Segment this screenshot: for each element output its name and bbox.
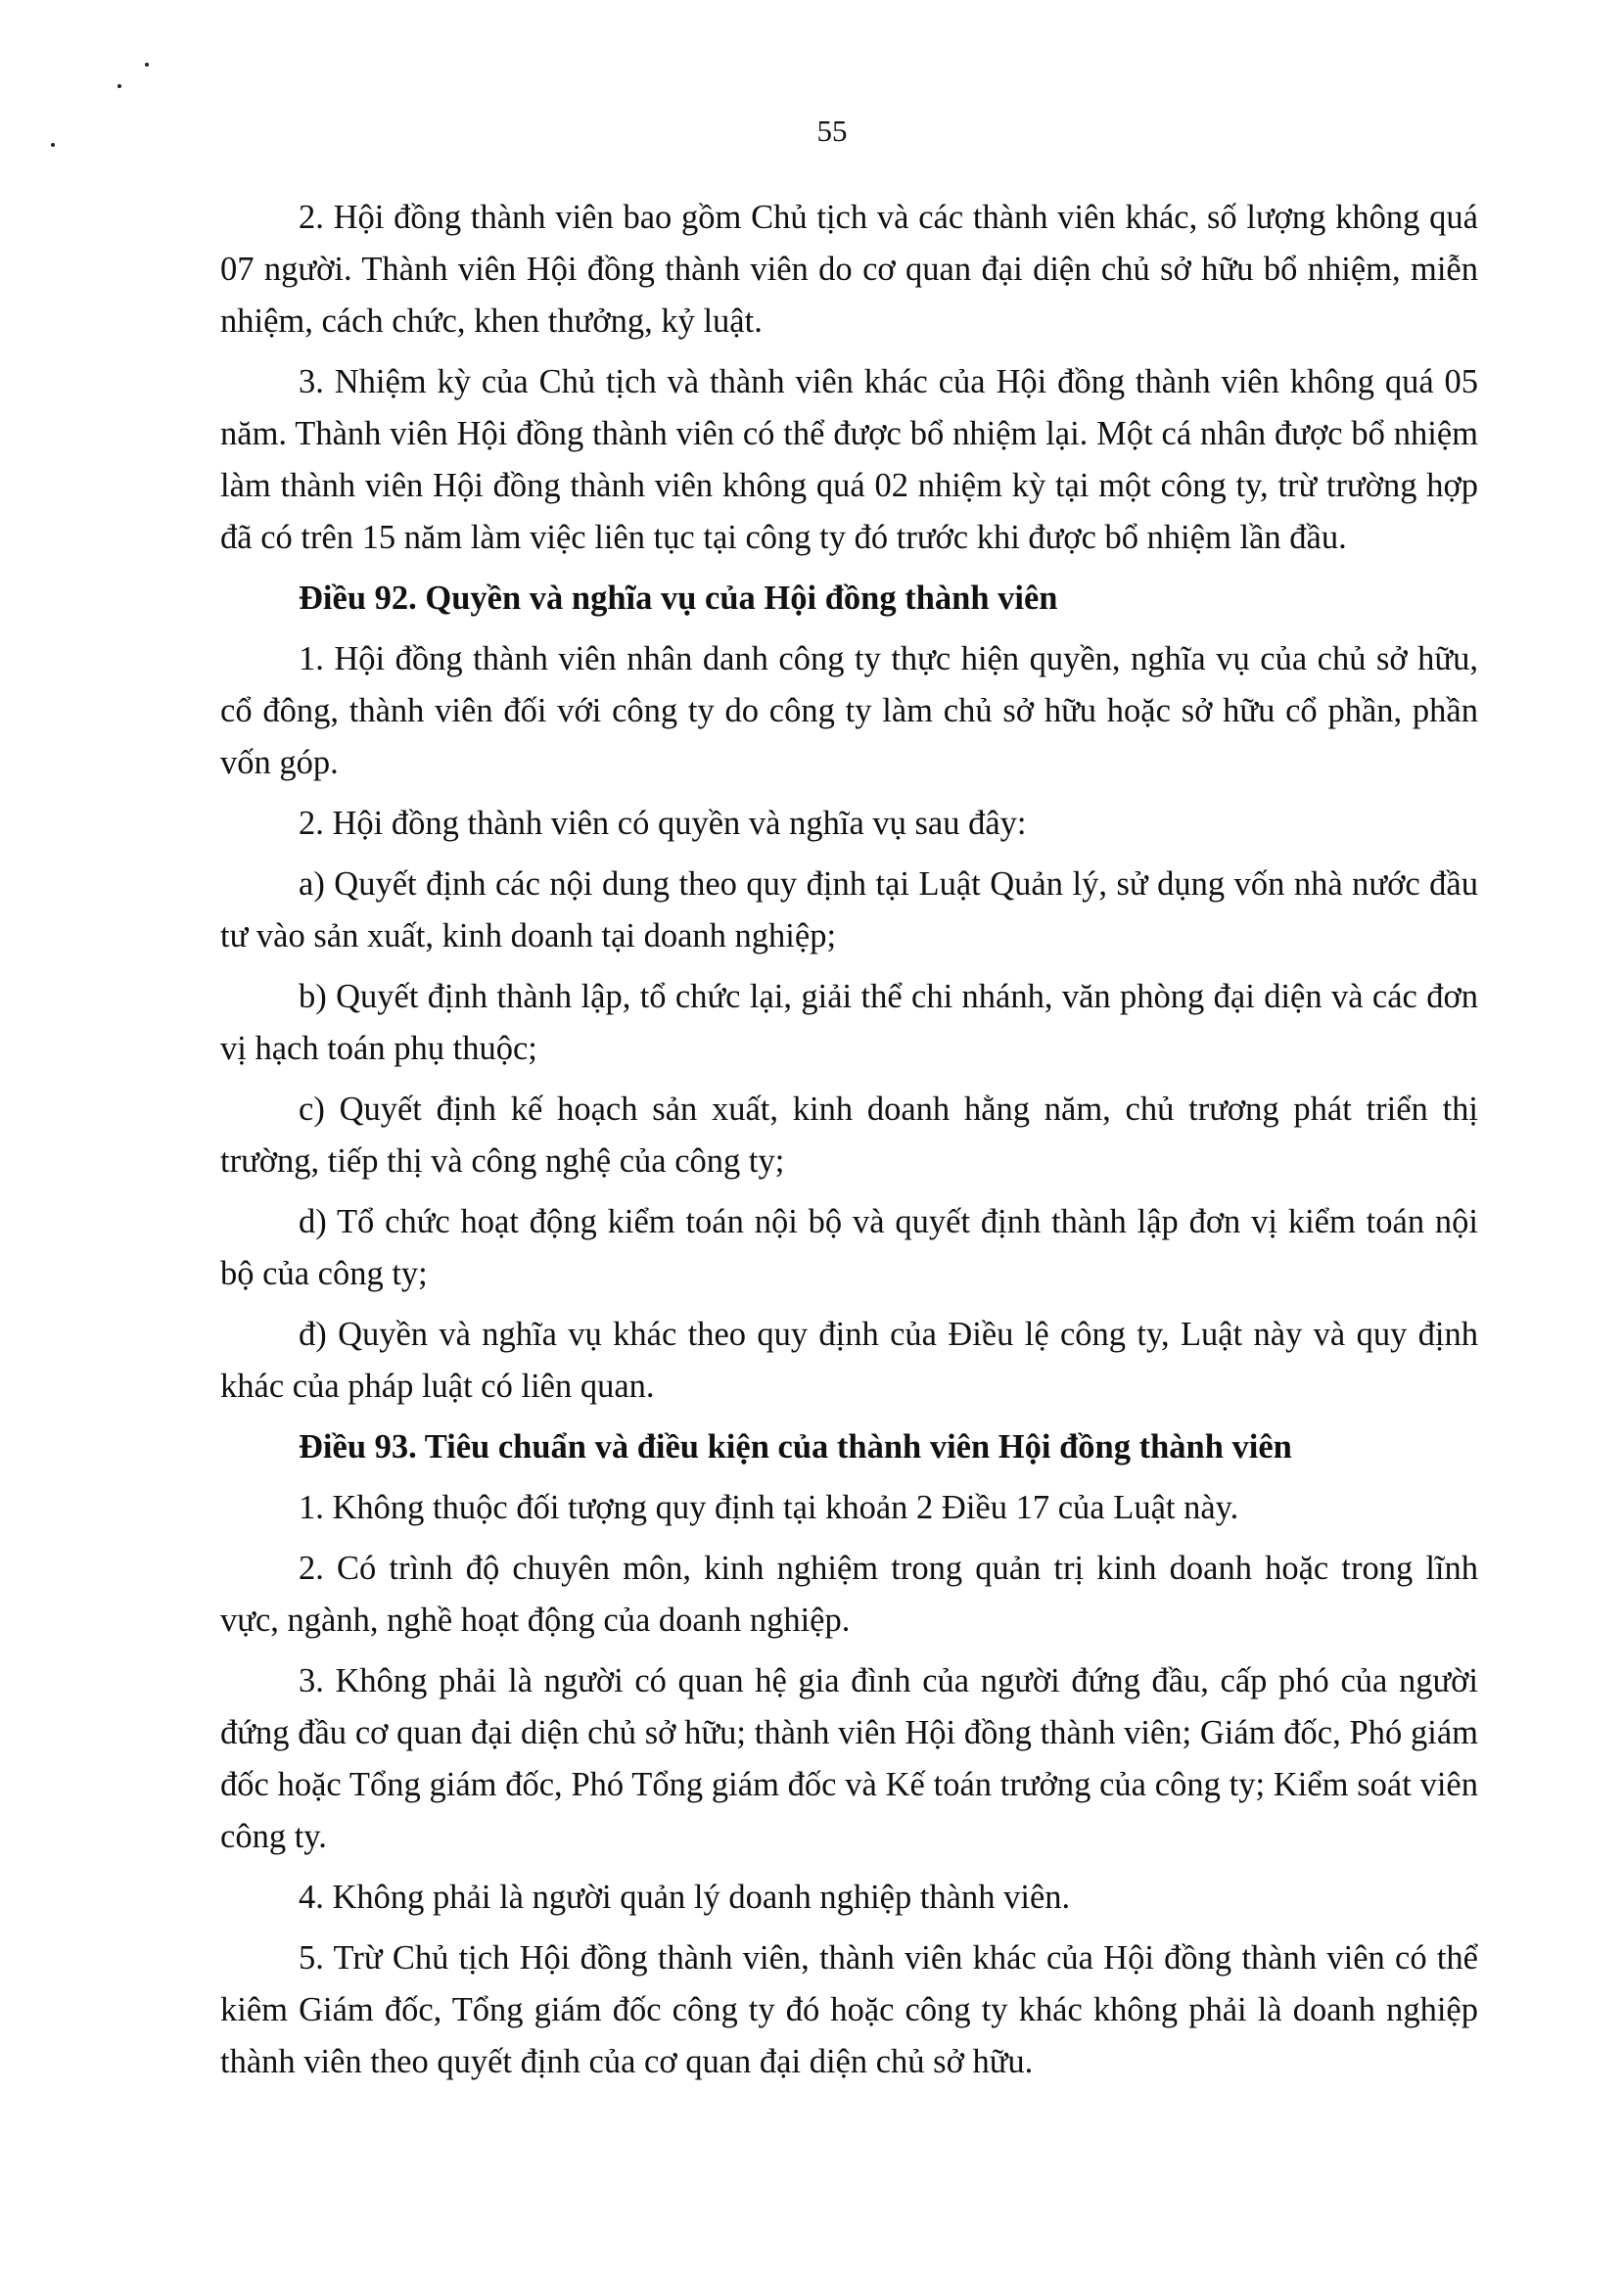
paragraph-92-point-c: c) Quyết định kế hoạch sản xuất, kinh doanh hằng năm, chủ trương phát triển thị trường, tiếp thị và công nghệ của công ty; bbox=[220, 1091, 1478, 1180]
paragraph-clause-3: 3. Nhiệm kỳ của Chủ tịch và thành viên khác của Hội đồng thành viên không quá 05 năm. Thành viên Hội đồng thành viên có thể được bổ nhiệm lại. Một cá nhân được bổ nhiệm làm thành viên Hội đồng thành viên không quá 02 nhiệm kỳ tại một công ty, trừ trường hợp đã có trên 15 năm làm việc liên tục tại công ty đó trước khi được bổ nhiệm lần đầu. bbox=[220, 363, 1478, 556]
document-body bbox=[220, 192, 1478, 2097]
paragraph-93-clause-3: 3. Không phải là người có quan hệ gia đình của người đứng đầu, cấp phó của người đứng đầu cơ quan đại diện chủ sở hữu; thành viên Hội đồng thành viên; Giám đốc, Phó giám đốc hoặc Tổng giám đốc, Phó Tổng giám đốc và Kế toán trưởng của công ty; Kiểm soát viên công ty. bbox=[220, 1662, 1478, 1855]
paragraph-92-point-b: b) Quyết định thành lập, tổ chức lại, giải thể chi nhánh, văn phòng đại diện và các đơn vị hạch toán phụ thuộc; bbox=[220, 978, 1478, 1067]
paragraph-92-clause-1: 1. Hội đồng thành viên nhân danh công ty thực hiện quyền, nghĩa vụ của chủ sở hữu, cổ đông, thành viên đối với công ty do công ty làm chủ sở hữu hoặc sở hữu cổ phần, phần vốn góp. bbox=[220, 640, 1478, 781]
paragraph-93-clause-4: 4. Không phải là người quản lý doanh nghiệp thành viên. bbox=[299, 1879, 1071, 1916]
paragraph-93-clause-1: 1. Không thuộc đối tượng quy định tại khoản 2 Điều 17 của Luật này. bbox=[299, 1489, 1239, 1526]
paragraph-93-clause-5: 5. Trừ Chủ tịch Hội đồng thành viên, thành viên khác của Hội đồng thành viên có thể kiêm Giám đốc, Tổng giám đốc công ty đó hoặc công ty khác không phải là doanh nghiệp thành viên theo quyết định của cơ quan đại diện chủ sở hữu. bbox=[220, 1939, 1478, 2080]
paragraph-92-point-d: d) Tổ chức hoạt động kiểm toán nội bộ và quyết định thành lập đơn vị kiểm toán nội bộ của công ty; bbox=[220, 1203, 1478, 1292]
article-92-heading: Điều 92. Quyền và nghĩa vụ của Hội đồng thành viên bbox=[299, 580, 1058, 617]
paragraph-92-point-dd: đ) Quyền và nghĩa vụ khác theo quy định của Điều lệ công ty, Luật này và quy định khác của pháp luật có liên quan. bbox=[220, 1316, 1478, 1405]
paragraph-clause-2: 2. Hội đồng thành viên bao gồm Chủ tịch và các thành viên khác, số lượng không quá 07 người. Thành viên Hội đồng thành viên do cơ quan đại diện chủ sở hữu bổ nhiệm, miễn nhiệm, cách chức, khen thưởng, kỷ luật. bbox=[220, 199, 1478, 340]
paragraph-92-point-a: a) Quyết định các nội dung theo quy định tại Luật Quản lý, sử dụng vốn nhà nước đầu tư vào sản xuất, kinh doanh tại doanh nghiệp; bbox=[220, 865, 1478, 954]
article-93-heading: Điều 93. Tiêu chuẩn và điều kiện của thành viên Hội đồng thành viên bbox=[299, 1428, 1292, 1465]
scan-speck bbox=[51, 143, 55, 147]
scan-speck bbox=[145, 63, 149, 67]
paragraph-92-clause-2: 2. Hội đồng thành viên có quyền và nghĩa vụ sau đây: bbox=[299, 805, 1027, 842]
scan-speck bbox=[117, 84, 121, 88]
page-number: 55 bbox=[816, 114, 848, 148]
paragraph-93-clause-2: 2. Có trình độ chuyên môn, kinh nghiệm trong quản trị kinh doanh hoặc trong lĩnh vực, ngành, nghề hoạt động của doanh nghiệp. bbox=[220, 1550, 1478, 1639]
